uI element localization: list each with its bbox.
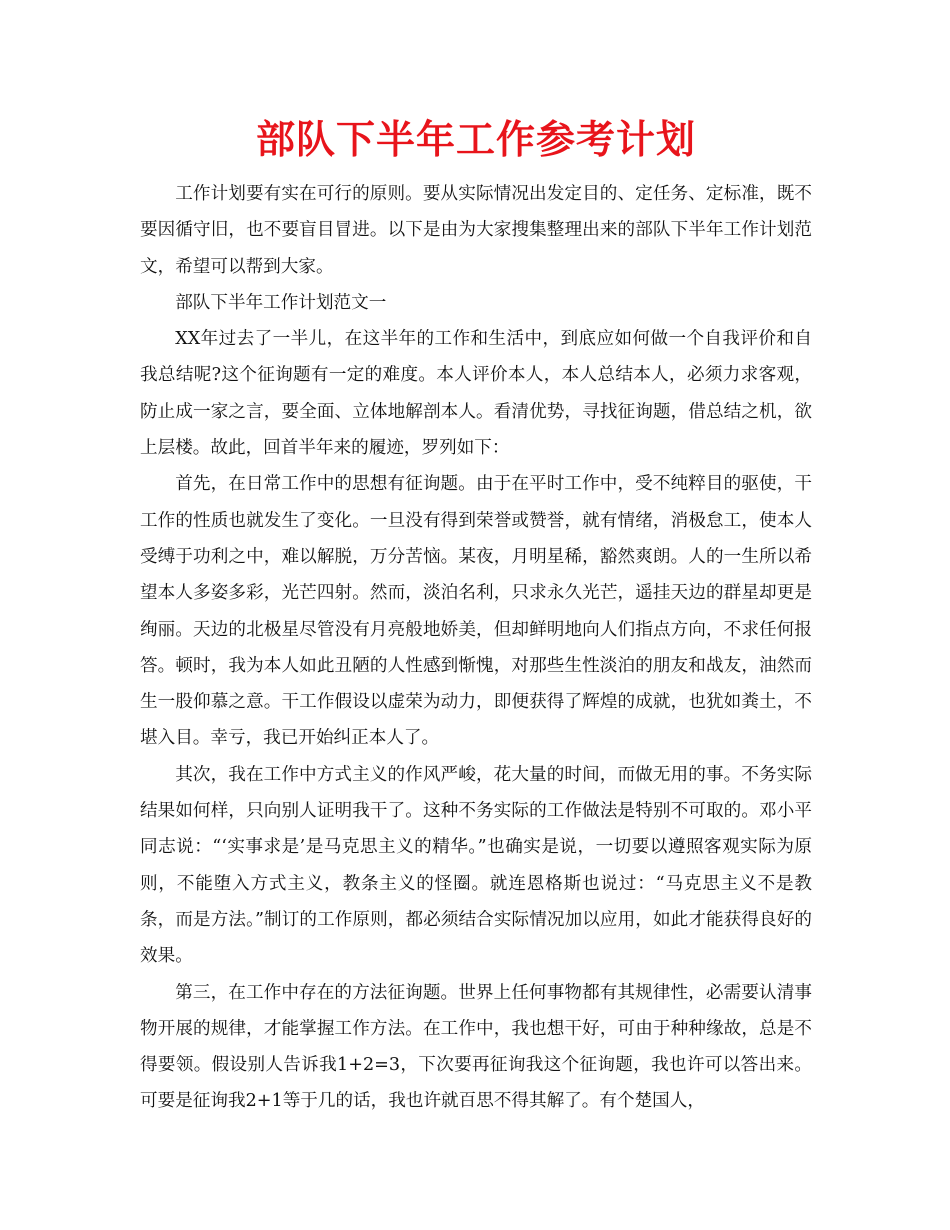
paragraph-second: 其次，我在工作中方式主义的作风严峻，花大量的时间，而做无用的事。不务实际结果如何样，只向别人证明我干了。这种不务实际的工作做法是特别不可取的。邓小平同志说：“‘实事求是’是马克思主义的精华。”也确实是说，一切要以遵照客观实际为原则，不能堕入方式主义，教条主义的怪圈。就连恩格斯也说过：“马克思主义不是教条，而是方法。”制订的工作原则，都必须结合实际情况加以应用，如此才能获得良好的效果。 <box>140 764 812 967</box>
paragraph-intro: 工作计划要有实在可行的原则。要从实际情况出发定目的、定任务、定标准，既不要因循守旧，也不要盲目冒进。以下是由为大家搜集整理出来的部队下半年工作计划范文，希望可以帮到大家。 <box>140 184 812 277</box>
paragraph-third: 第三，在工作中存在的方法征询题。世界上任何事物都有其规律性，必需要认清事物开展的规律，才能掌握工作方法。在工作中，我也想干好，可由于种种缘故，总是不得要领。假设别人告诉我1+2=3，下次要再征询我这个征询题，我也许可以答出来。可要是征询我2+1等于几的话，我也许就百思不得其解了。有个楚国人， <box>140 982 812 1112</box>
paragraph-first: 首先，在日常工作中的思想有征询题。由于在平时工作中，受不纯粹目的驱使，干工作的性质也就发生了变化。一旦没有得到荣誉或赞誉，就有情绪，消极怠工，使本人受缚于功利之中，难以解脱，万分苦恼。某夜，月明星稀，豁然爽朗。人的一生所以希望本人多姿多彩，光芒四射。然而，淡泊名利，只求永久光芒，遥挂天边的群星却更是绚丽。天边的北极星尽管没有月亮般地娇美，但却鲜明地向人们指点方向，不求任何报答。顿时，我为本人如此丑陋的人性感到惭愧，对那些生性淡泊的朋友和战友，油然而生一股仰慕之意。干工作假设以虚荣为动力，即便获得了辉煌的成就，也犹如粪土，不堪入目。幸亏，我已开始纠正本人了。 <box>140 474 812 749</box>
document-page <box>140 112 812 1120</box>
section-heading: 部队下半年工作计划范文一 <box>175 292 387 313</box>
paragraph-overview: XX年过去了一半儿，在这半年的工作和生活中，到底应如何做一个自我评价和自我总结呢?这个征询题有一定的难度。本人评价本人，本人总结本人，必须力求客观，防止成一家之言，要全面、立体地解剖本人。看清优势，寻找征询题，借总结之机，欲上层楼。故此，回首半年来的履迹，罗列如下： <box>140 329 812 459</box>
document-title: 部队下半年工作参考计划 <box>255 118 696 163</box>
